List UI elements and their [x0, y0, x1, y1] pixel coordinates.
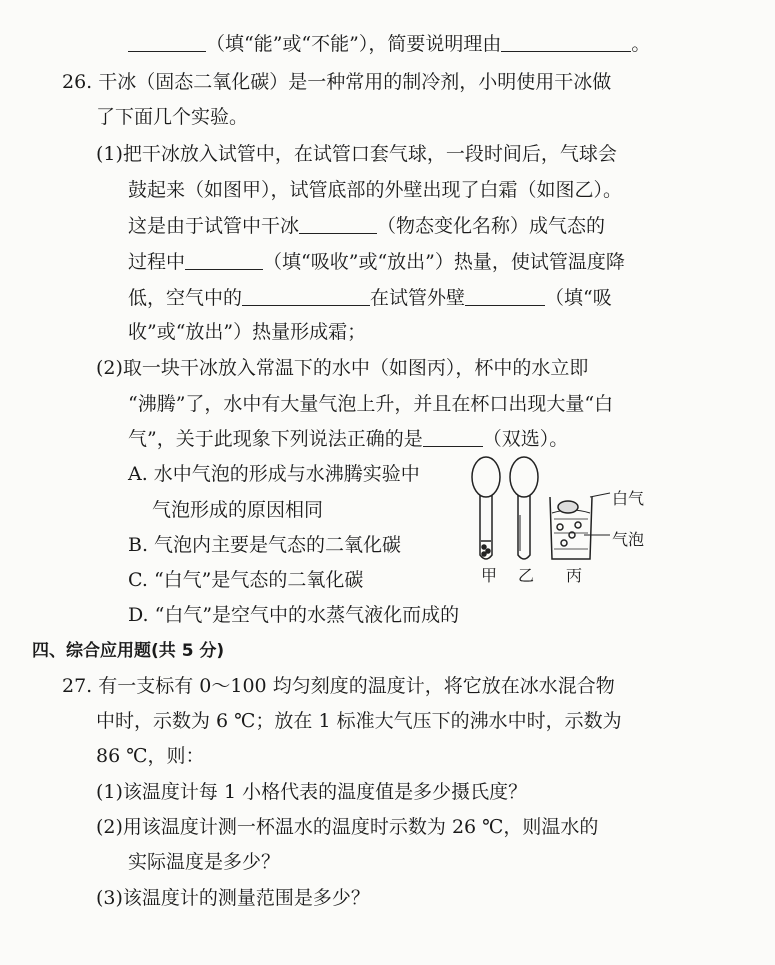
option-d: D. “白气”是空气中的水蒸气液化而成的: [128, 604, 460, 626]
q26-part2-line-3: [128, 425, 568, 453]
q26-part1-line-2: 鼓起来（如图甲），试管底部的外壁出现了白霜（如图乙）。: [128, 179, 623, 201]
option-a-line-2: 气泡形成的原因相同: [152, 499, 324, 521]
text: 在试管外壁: [370, 287, 466, 309]
figure-label-yi: 乙: [518, 566, 535, 585]
q27-sub-2-line-1: (2)用该温度计测一杯温水的温度时示数为 26 ℃，则温水的: [96, 816, 599, 838]
text: （物态变化名称）成气态的: [377, 215, 606, 237]
section-4-title: 四、综合应用题(共 5 分): [32, 641, 225, 661]
q26-stem-line-2: 了下面几个实验。: [96, 106, 249, 128]
q27-stem-line-2: 中时，示数为 6 ℃；放在 1 标准大气压下的沸水中时，示数为: [96, 710, 622, 732]
text: 过程中: [128, 251, 186, 273]
q26-part1-line-3: [128, 212, 605, 240]
answer-blank: [423, 426, 483, 447]
q25-tail-text: （填“能”或“不能”），简要说明理由: [206, 33, 502, 55]
figure-label-qipao: 气泡: [612, 530, 645, 549]
q26-part1-line-4: [128, 248, 625, 276]
tube-jia-illustration: [472, 457, 500, 559]
q26-part2-line-2: “沸腾”了，水中有大量气泡上升，并且在杯口出现大量“白: [128, 393, 614, 415]
answer-blank: [465, 285, 545, 306]
beaker-bing-illustration: [550, 493, 610, 559]
answer-blank: [185, 249, 263, 270]
answer-blank: [299, 213, 377, 234]
text: （双选）。: [482, 428, 569, 450]
q26-stem-line-1: 26. 干冰（固态二氧化碳）是一种常用的制冷剂，小明使用干冰做: [62, 71, 612, 93]
answer-blank: [242, 285, 370, 306]
answer-blank: [128, 31, 206, 52]
tube-yi-illustration: [510, 457, 538, 559]
q27-sub-3: (3)该温度计的测量范围是多少？: [96, 887, 370, 909]
text: 这是由于试管中干冰: [128, 215, 300, 237]
q27-sub-1: (1)该温度计每 1 小格代表的温度值是多少摄氏度？: [96, 781, 528, 803]
answer-blank: [501, 31, 631, 52]
q27-stem-line-1: 27. 有一支标有 0～100 均匀刻度的温度计，将它放在冰水混合物: [62, 675, 615, 697]
period: 。: [631, 33, 651, 55]
option-c: C. “白气”是气态的二氧化碳: [128, 569, 364, 591]
text: （填“吸: [545, 287, 612, 309]
q27-stem-line-3: 86 ℃，则：: [96, 745, 205, 767]
q26-part1-line-5: [128, 284, 612, 312]
option-b: B. 气泡内主要是气态的二氧化碳: [128, 534, 402, 556]
text: （填“吸收”或“放出”）热量，使试管温度降: [263, 251, 625, 273]
text: 气”，关于此现象下列说法正确的是: [128, 428, 423, 450]
figure-label-bing: 丙: [566, 566, 583, 585]
figure-label-jia: 甲: [481, 566, 498, 585]
q26-part2-line-1: (2)取一块干冰放入常温下的水中（如图丙），杯中的水立即: [96, 357, 589, 379]
q25-tail-line: [128, 30, 650, 58]
q26-part1-line-1: (1)把干冰放入试管中，在试管口套气球，一段时间后，气球会: [96, 143, 617, 165]
text: 低，空气中的: [128, 287, 243, 309]
option-a-line-1: A. 水中气泡的形成与水沸腾实验中: [128, 463, 420, 485]
q27-sub-2-line-2: 实际温度是多少？: [128, 851, 281, 873]
figure-label-baiqi: 白气: [612, 489, 645, 508]
q26-part1-line-6: 收”或“放出”）热量形成霜；: [128, 321, 367, 343]
